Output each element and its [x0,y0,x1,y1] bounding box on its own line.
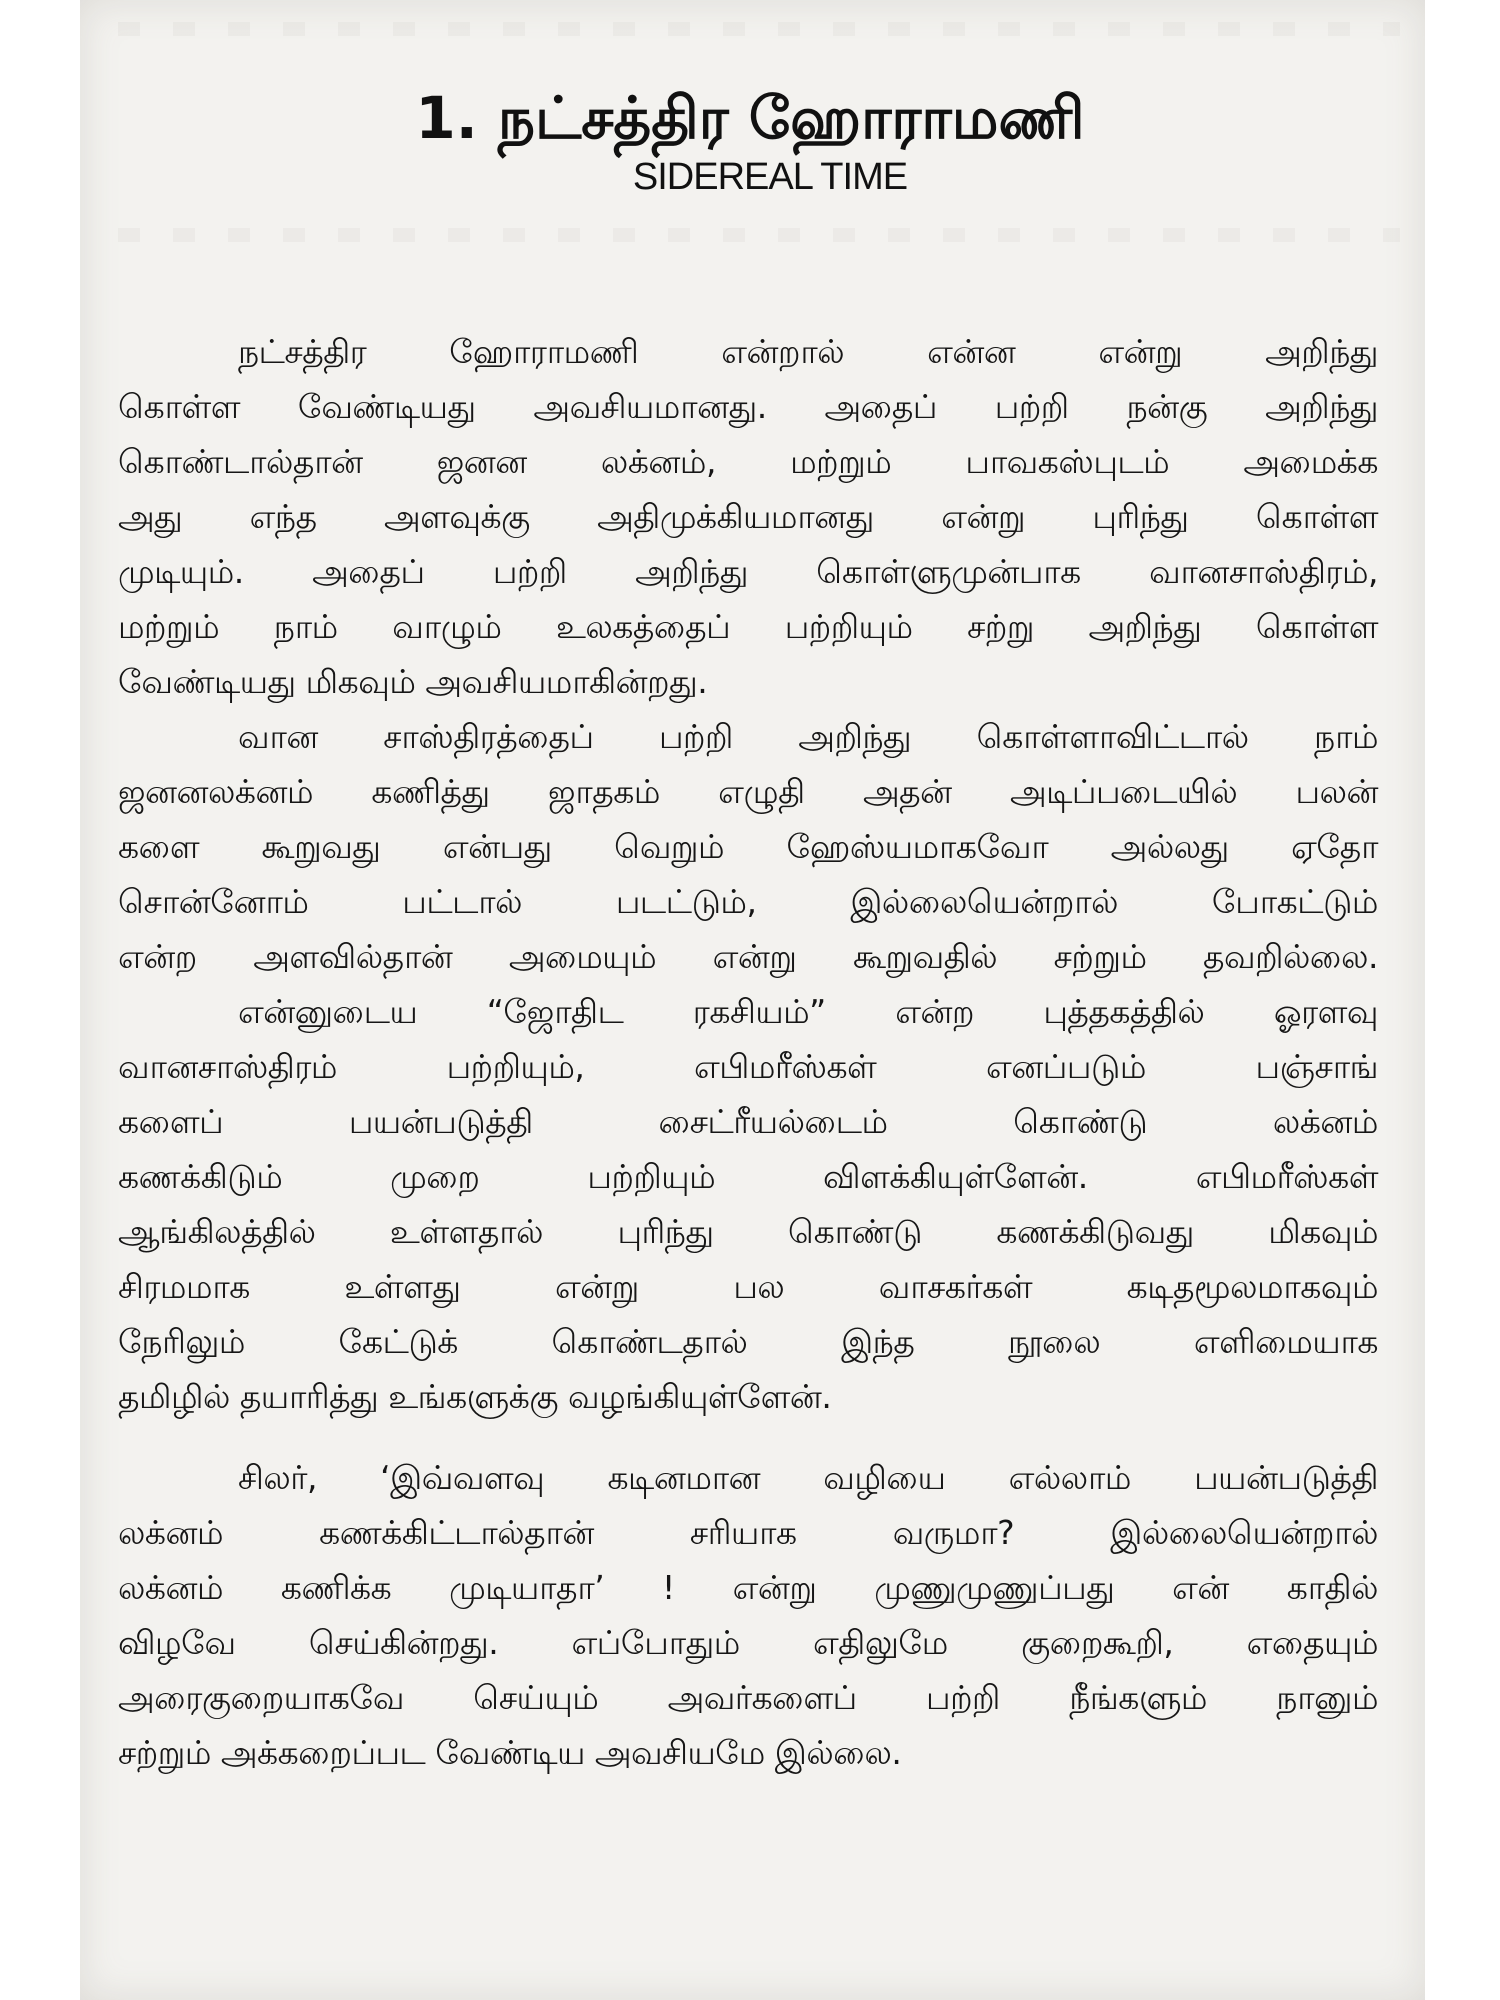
text-line: கணக்கிடும் முறை பற்றியும் விளக்கியுள்ளேன். எபிமரீஸ்கள் [118,1157,1378,1196]
text-line: என்னுடைய “ஜோதிட ரகசியம்” என்ற புத்தகத்தில் ஓரளவு [238,992,1378,1031]
text-line: களைப் பயன்படுத்தி சைட்ரீயல்டைம் கொண்டு லக்னம் [118,1102,1378,1141]
paragraph-4 [118,1450,1378,1780]
text-line: என்ற அளவில்தான் அமையும் என்று கூறுவதில் சற்றும் தவறில்லை. [118,937,1378,976]
text-line: தமிழில் தயாரித்து உங்களுக்கு வழங்கியுள்ளேன். [118,1377,832,1416]
text-line: நேரிலும் கேட்டுக் கொண்டதால் இந்த நூலை எளிமையாக [118,1322,1378,1361]
show-through-text [100,228,1400,242]
text-line: விழவே செய்கின்றது. எப்போதும் எதிலுமே குறைகூறி, எதையும் [118,1623,1378,1662]
text-line: சற்றும் அக்கறைப்பட வேண்டிய அவசியமே இல்லை. [118,1733,902,1772]
text-line: அது எந்த அளவுக்கு அதிமுக்கியமானது என்று புரிந்து கொள்ள [118,497,1378,536]
text-line: மற்றும் நாம் வாழும் உலகத்தைப் பற்றியும் சற்று அறிந்து கொள்ள [118,607,1378,646]
text-line: வானசாஸ்திரம் பற்றியும், எபிமரீஸ்கள் எனப்படும் பஞ்சாங் [118,1047,1378,1086]
paragraph-spacer [118,1424,1378,1450]
text-line: வேண்டியது மிகவும் அவசியமாகின்றது. [118,662,708,701]
paragraph-1 [118,324,1378,709]
page-title: 1. நட்சத்திர ஹோராமணி [415,84,1085,152]
text-line: கொள்ள வேண்டியது அவசியமானது. அதைப் பற்றி நன்கு அறிந்து [118,387,1378,426]
text-line: சிலர், ‘இவ்வளவு கடினமான வழியை எல்லாம் பயன்படுத்தி [238,1458,1378,1497]
text-line: ஆங்கிலத்தில் உள்ளதால் புரிந்து கொண்டு கணக்கிடுவது மிகவும் [118,1212,1378,1251]
text-line: நட்சத்திர ஹோராமணி என்றால் என்ன என்று அறிந்து [238,332,1378,371]
page-subtitle: SIDEREAL TIME [632,156,908,198]
text-line: லக்னம் கணக்கிட்டால்தான் சரியாக வருமா? இல்லையென்றால் [118,1513,1378,1552]
paragraph-3 [118,984,1378,1424]
text-line: லக்னம் கணிக்க முடியாதா’ ! என்று முணுமுணுப்பது என் காதில் [118,1568,1378,1607]
text-line: அரைகுறையாகவே செய்யும் அவர்களைப் பற்றி நீங்களும் நானும் [118,1678,1378,1717]
text-line: வான சாஸ்திரத்தைப் பற்றி அறிந்து கொள்ளாவிட்டால் நாம் [238,717,1378,756]
show-through-text [100,22,1400,36]
text-line: முடியும். அதைப் பற்றி அறிந்து கொள்ளுமுன்பாக வானசாஸ்திரம், [118,552,1378,591]
text-line: சிரமமாக உள்ளது என்று பல வாசகர்கள் கடிதமூலமாகவும் [118,1267,1378,1306]
paragraph-2 [118,709,1378,984]
body-text [118,324,1378,1780]
text-line: களை கூறுவது என்பது வெறும் ஹேஸ்யமாகவோ அல்லது ஏதோ [118,827,1378,866]
text-line: கொண்டால்தான் ஜனன லக்னம், மற்றும் பாவகஸ்புடம் அமைக்க [118,442,1378,481]
text-line: சொன்னோம் பட்டால் படட்டும், இல்லையென்றால் போகட்டும் [118,882,1378,921]
text-line: ஜனனலக்னம் கணித்து ஜாதகம் எழுதி அதன் அடிப்படையில் பலன் [118,772,1378,811]
